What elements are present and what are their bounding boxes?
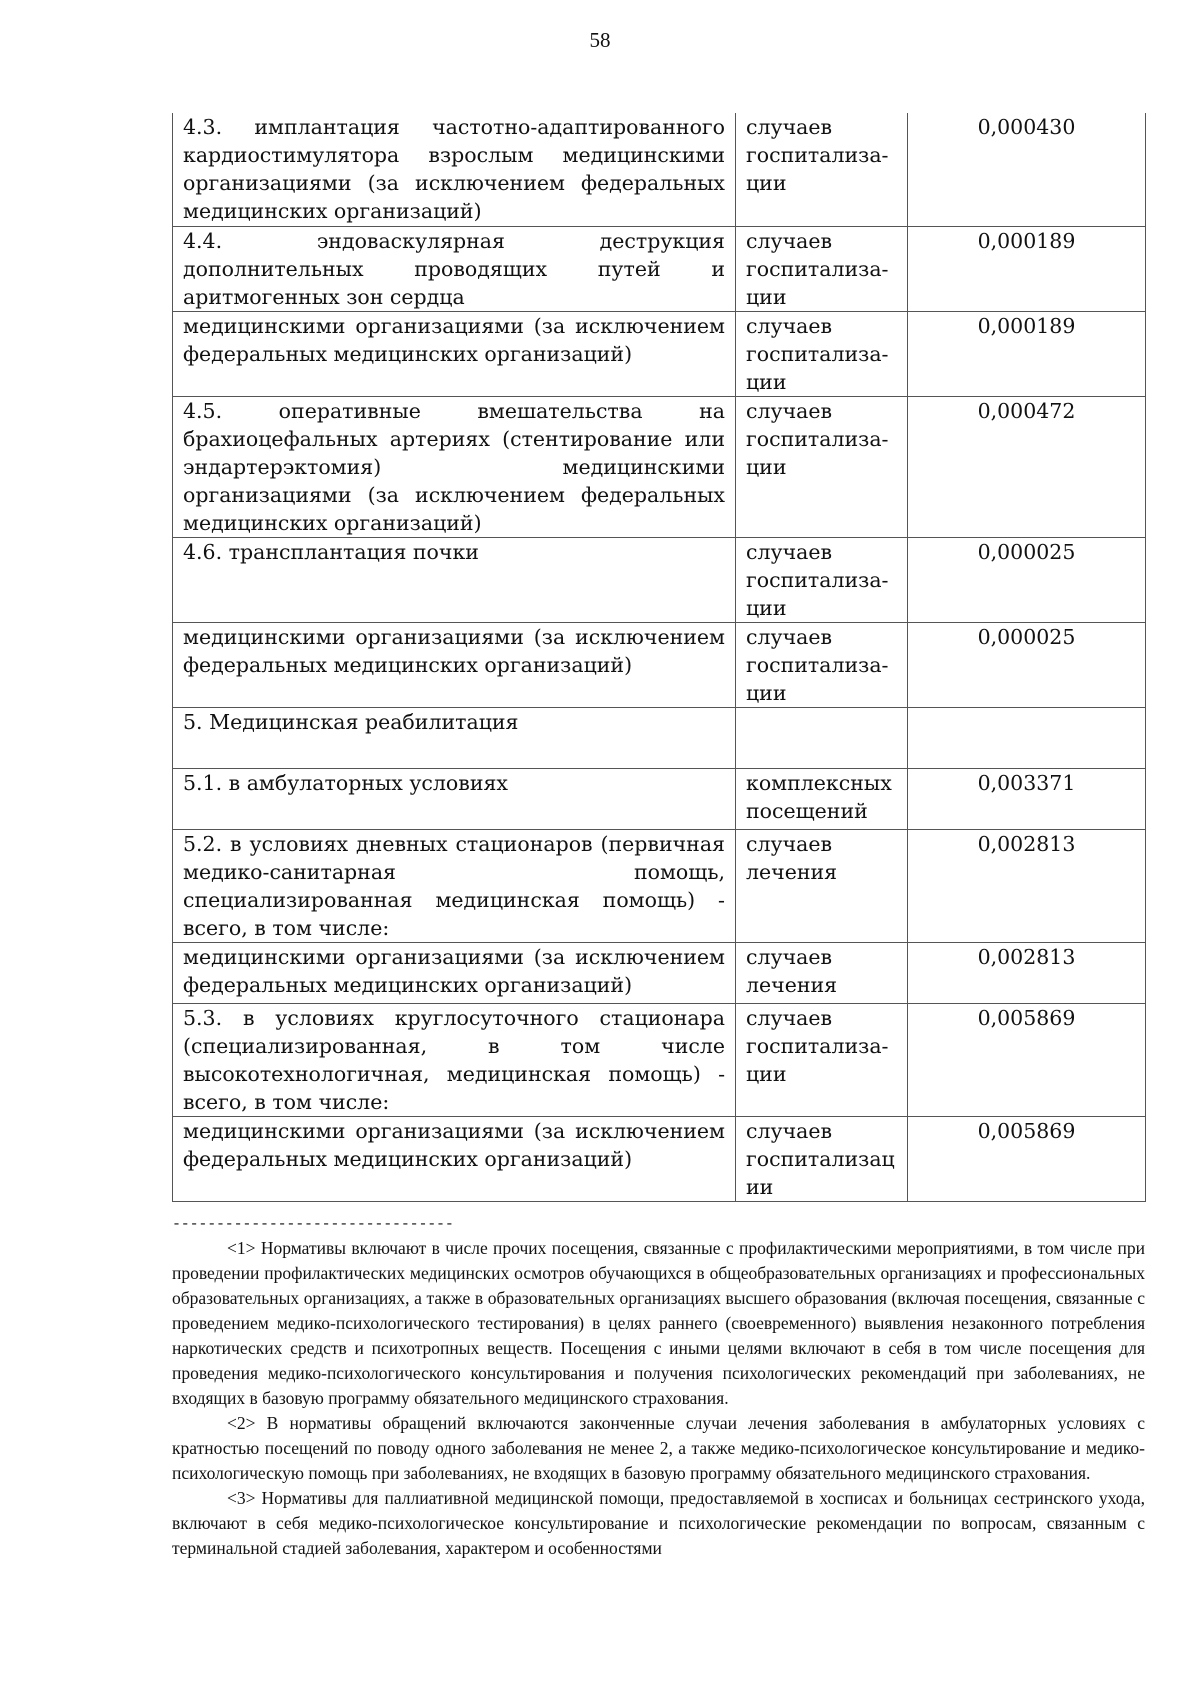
page-number: 58: [589, 28, 611, 52]
row-value-cell: 0,000472: [908, 396, 1146, 537]
row-value-cell: 0,005869: [908, 1003, 1146, 1116]
row-unit-cell: случаев лечения: [736, 942, 908, 1003]
row-name-cell: медицинскими организациями (за исключением федеральных медицинских организаций): [173, 622, 736, 707]
row-unit-cell: случаев госпитализа- ции: [736, 1003, 908, 1116]
row-unit-cell: случаев госпитализа- ции: [736, 311, 908, 396]
row-name-cell: медицинскими организациями (за исключением федеральных медицинских организаций): [173, 311, 736, 396]
row-unit-cell: комплексных посещений: [736, 768, 908, 829]
row-unit-cell: случаев госпитализа- ции: [736, 537, 908, 622]
footnote-1: <1> Нормативы включают в числе прочих посещения, связанные с профилактическими мероприятиями, в том числе при проведении профилактических медицинских осмотров обучающихся в общеобразовательных организациях и профессиональных образовательных организациях, а также в образовательных организациях высшего образования (включая посещения, связанные с проведением медико-психологического тестирования) в целях раннего (своевременного) выявления незаконного потребления наркотических средств и психотропных веществ. Посещения с иными целями включают в себя в том числе посещения для проведения медико-психологического консультирования и получения психологических рекомендаций при заболеваниях, не входящих в базовую программу обязательного медицинского страхования.: [172, 1238, 1145, 1408]
row-value-cell: 0,002813: [908, 829, 1146, 942]
row-value-cell: 0,005869: [908, 1116, 1146, 1201]
table-row: [173, 768, 1146, 829]
row-name-cell: 4.6. трансплантация почки: [173, 537, 736, 622]
row-name-cell: 4.4. эндоваскулярная деструкция дополнительных проводящих путей и аритмогенных зон сердца: [173, 226, 736, 311]
row-name-cell: медицинскими организациями (за исключением федеральных медицинских организаций): [173, 1116, 736, 1201]
norms-table: [172, 113, 1146, 1202]
row-name-cell: 4.5. оперативные вмешательства на брахиоцефальных артериях (стентирование или эндартерэктомия) медицинскими организациями (за исключением федеральных медицинских организаций): [173, 396, 736, 537]
row-name-cell: медицинскими организациями (за исключением федеральных медицинских организаций): [173, 942, 736, 1003]
row-unit-cell: [736, 707, 908, 768]
row-name-cell: 5.1. в амбулаторных условиях: [173, 768, 736, 829]
row-unit-cell: случаев госпитализа- ции: [736, 622, 908, 707]
table-row: [173, 113, 1146, 226]
row-unit-cell: случаев госпитализа- ции: [736, 113, 908, 226]
row-name-cell: 5.3. в условиях круглосуточного стационара (специализированная, в том числе высокотехнологичная, медицинская помощь) - всего, в том числе:: [173, 1003, 736, 1116]
table-row: [173, 226, 1146, 311]
row-name-cell: 5. Медицинская реабилитация: [173, 707, 736, 768]
table-row: [173, 1116, 1146, 1201]
row-value-cell: 0,003371: [908, 768, 1146, 829]
row-name-cell: 4.3. имплантация частотно-адаптированного кардиостимулятора взрослым медицинскими организациями (за исключением федеральных медицинских организаций): [173, 113, 736, 226]
row-value-cell: 0,002813: [908, 942, 1146, 1003]
table-row: [173, 537, 1146, 622]
row-unit-cell: случаев лечения: [736, 829, 908, 942]
table-row: [173, 622, 1146, 707]
row-unit-cell: случаев госпитализа- ции: [736, 226, 908, 311]
row-value-cell: 0,000189: [908, 311, 1146, 396]
row-value-cell: 0,000189: [908, 226, 1146, 311]
row-value-cell: 0,000430: [908, 113, 1146, 226]
row-value-cell: 0,000025: [908, 537, 1146, 622]
footnote-2: <2> В нормативы обращений включаются законченные случаи лечения заболевания в амбулаторных условиях с кратностью посещений по поводу одного заболевания не менее 2, а также медико-психологическое консультирование и медико-психологическую помощь при заболеваниях, не входящих в базовую программу обязательного медицинского страхования.: [172, 1413, 1145, 1483]
table-row: [173, 396, 1146, 537]
row-name-cell: 5.2. в условиях дневных стационаров (первичная медико-санитарная помощь, специализированная медицинская помощь) - всего, в том числе:: [173, 829, 736, 942]
footnotes: [172, 1236, 1145, 1561]
table-row: [173, 942, 1146, 1003]
table-row: [173, 829, 1146, 942]
row-value-cell: 0,000025: [908, 622, 1146, 707]
footnote-separator: --------------------------------: [172, 1216, 454, 1233]
table-row: [173, 311, 1146, 396]
table-row: [173, 1003, 1146, 1116]
footnote-3: <3> Нормативы для паллиативной медицинской помощи, предоставляемой в хосписах и больницах сестринского ухода, включают в себя медико-психологическое консультирование и психологические рекомендации по вопросам, связанным с терминальной стадией заболевания, характером и особенностями: [172, 1488, 1145, 1558]
row-unit-cell: случаев госпитализа- ции: [736, 396, 908, 537]
row-unit-cell: случаев госпитализац ии: [736, 1116, 908, 1201]
row-value-cell: [908, 707, 1146, 768]
table-row: [173, 707, 1146, 768]
